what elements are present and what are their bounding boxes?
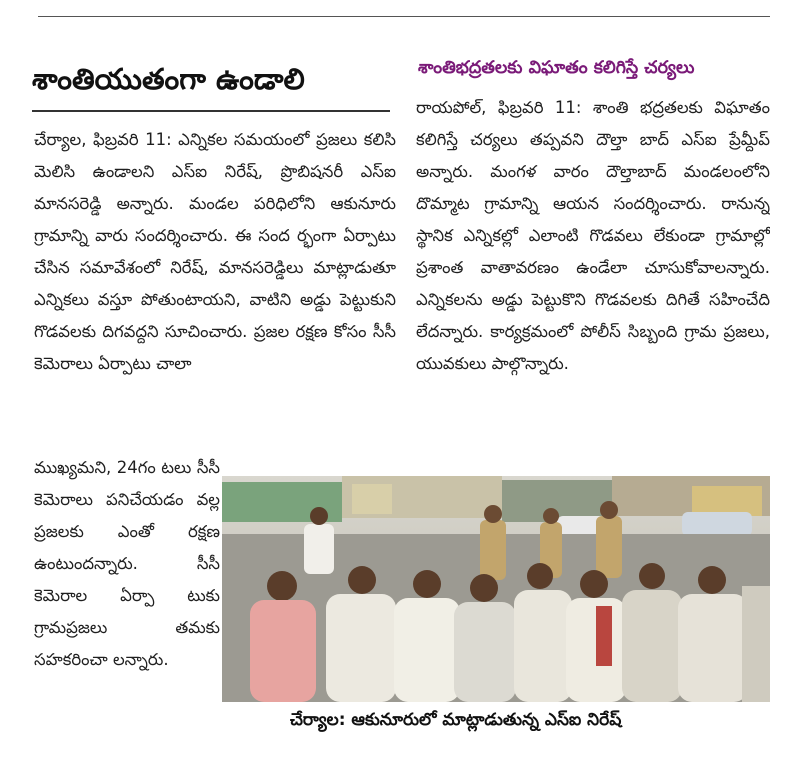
top-divider — [38, 16, 770, 17]
left-body-part1: చేర్యాల, ఫిబ్రవరి 11: ఎన్నికల సమయంలో ప్రజలు కలిసి మెలిసి ఉండాలని ఎస్ఐ నిరేష్, ప్రొబిషనరీ ఎస్ఐ మానసరెడ్డి అన్నారు. మండల పరిధిలోని ఆకునూరు గ్రామాన్ని వారు సందర్శించారు. ఈ సంద ర్భంగా ఏర్పాటు చేసిన సమావేశంలో నిరేష్, మానసరెడ్డిలు మాట్లాడుతూ ఎన్నికలు వస్తూ పోతుంటాయని, వాటిని అడ్డు పెట్టుకుని గొడవలకు దిగవద్దని సూచించారు. ప్రజల రక్షణ కోసం సీసీ కెమెరాలు ఏర్పాటు చాలా — [34, 130, 396, 373]
news-photo — [222, 476, 770, 702]
meeting-photo-illustration — [222, 476, 770, 702]
headline-underline — [32, 110, 390, 112]
left-body-part2: ముఖ్యమని, 24గం టలు సీసీ కెమెరాలు పనిచేయడం వల్ల ప్రజలకు ఎంతో రక్షణ ఉంటుందన్నారు. సీసీ కెమెరాల ఏర్పా టుకు గ్రామప్రజలు తమకు సహకరించా లన్నారు. — [34, 458, 220, 669]
right-headline: శాంతిభద్రతలకు విఘాతం కలిగిస్తే చర్యలు — [418, 58, 695, 78]
right-body: రాయపోల్, ఫిబ్రవరి 11: శాంతి భద్రతలకు విఘాతం కలిగిస్తే చర్యలు తప్పవని దౌల్తా బాద్ ఎస్ఐ ప్రేమ్దీప్ అన్నారు. మంగళ వారం దౌల్తాబాద్ మండలంలోని దొమ్మాట గ్రామాన్ని ఆయన సందర్శించారు. రానున్న స్థానిక ఎన్నికల్లో ఎలాంటి గొడవలు లేకుండా గ్రామాల్లో ప్రశాంత వాతావరణం ఉండేలా చూసుకోవాలన్నారు. ఎన్నికలను అడ్డు పెట్టుకొని గొడవలకు దిగితే సహించేది లేదన్నారు. కార్యక్రమంలో పోలీస్ సిబ్బంది గ్రామ ప్రజలు, యువకులు పాల్గొన్నారు. — [416, 98, 770, 373]
photo-caption: చేర్యాల: ఆకునూరులో మాట్లాడుతున్న ఎస్ఐ నిరేష్ — [290, 710, 622, 730]
left-headline: శాంతియుతంగా ఉండాలి — [32, 62, 305, 96]
